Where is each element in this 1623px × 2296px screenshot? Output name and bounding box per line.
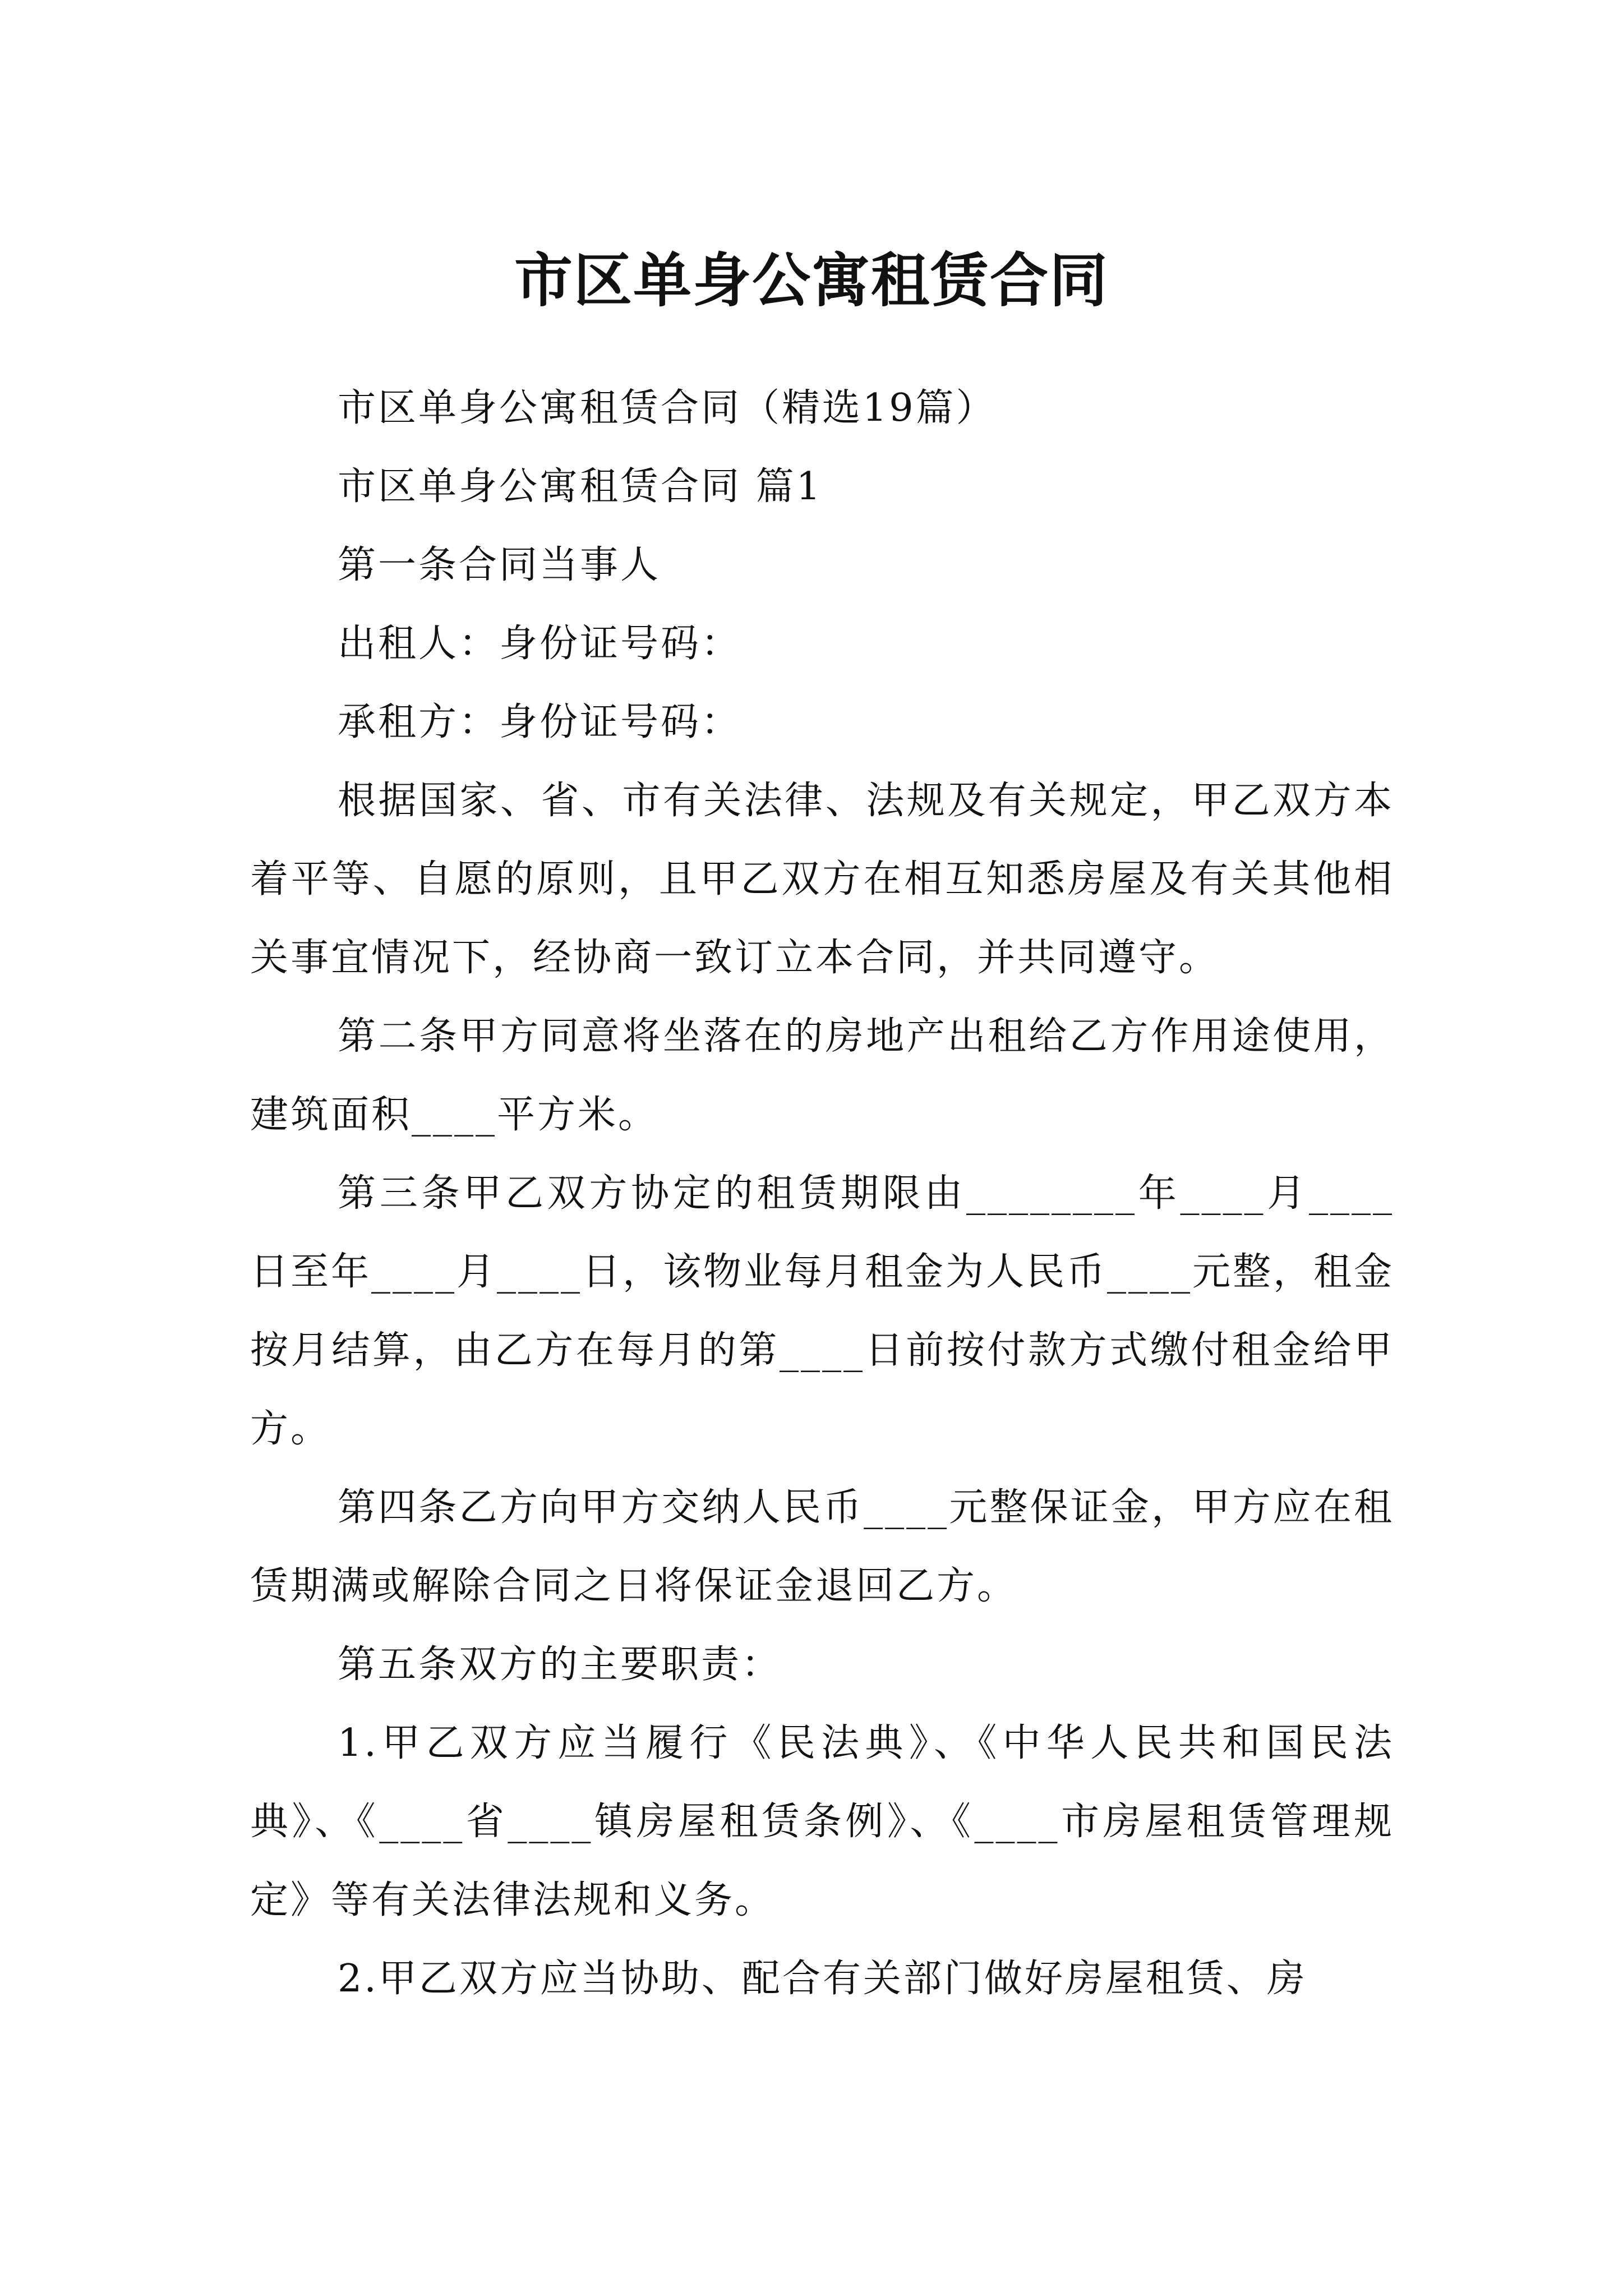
paragraph-article-3: 第三条甲乙双方协定的租赁期限由________年____月____日至年____月____日，该物业每月租金为人民币____元整，租金按月结算，由乙方在每月的第____日前按付款方式缴付租金给甲方。 <box>250 1171 1395 1451</box>
paragraph-article-4: 第四条乙方向甲方交纳人民币____元整保证金，甲方应在租赁期满或解除合同之日将保证金退回乙方。 <box>250 1485 1394 1608</box>
document-body <box>250 369 1394 2018</box>
paragraph-preamble: 根据国家、省、市有关法律、法规及有关规定，甲乙双方本着平等、自愿的原则，且甲乙双方在相互知悉房屋及有关其他相关事宜情况下，经协商一致订立本合同，并共同遵守。 <box>250 779 1394 980</box>
paragraph-subtitle: 市区单身公寓租赁合同（精选19篇） <box>338 386 997 430</box>
paragraph-article-5: 第五条双方的主要职责： <box>338 1642 782 1687</box>
paragraph-lessor: 出租人：身份证号码： <box>338 622 742 666</box>
paragraph-article-2: 第二条甲方同意将坐落在的房地产出租给乙方作用途使用，建筑面积____平方米。 <box>250 1014 1394 1137</box>
document-title: 市区单身公寓租赁合同 <box>514 245 1109 315</box>
paragraph-section-heading: 市区单身公寓租赁合同 篇1 <box>338 464 823 509</box>
paragraph-lessee: 承租方：身份证号码： <box>338 700 742 744</box>
paragraph-duty-2: 2.甲乙双方应当协助、配合有关部门做好房屋租赁、房 <box>338 1957 1307 2001</box>
paragraph-duty-1: 1.甲乙双方应当履行《民法典》、《中华人民共和国民法典》、《____省____镇房屋租赁条例》、《____市房屋租赁管理规定》等有关法律法规和义务。 <box>250 1721 1394 1922</box>
paragraph-article-1: 第一条合同当事人 <box>338 543 661 587</box>
